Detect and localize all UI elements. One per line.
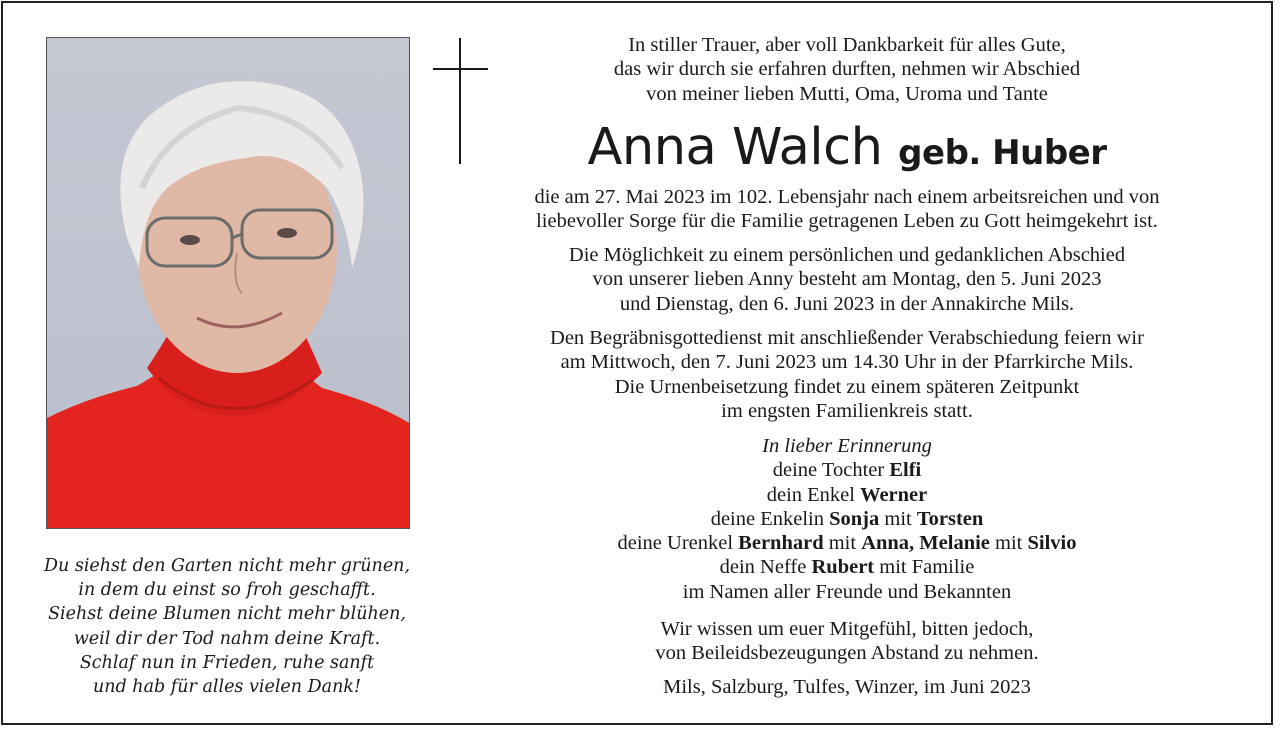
paragraph-line: liebevoller Sorge für die Familie getragenen Leben zu Gott heimgekehrt ist. [536, 210, 1158, 233]
mourner-line [476, 507, 1218, 531]
death-paragraph [476, 185, 1218, 234]
paragraph-line: Die Urnenbeisetzung findet zu einem späteren Zeitpunkt [614, 375, 1080, 398]
mourner-name: Torsten [916, 507, 984, 530]
place-date: Mils, Salzburg, Tulfes, Winzer, im Juni 2023 [663, 676, 1031, 698]
paragraph-line: Die Möglichkeit zu einem persönlichen und gedanklichen Abschied [568, 244, 1126, 266]
farewell-paragraph [476, 243, 1218, 316]
birth-name: geb. Huber [898, 133, 1107, 173]
poem-line: Siehst deine Blumen nicht mehr blühen, [48, 604, 406, 625]
full-name: Anna Walch [587, 118, 883, 177]
poem-line: Du siehst den Garten nicht mehr grünen, [43, 556, 411, 576]
connector: mit Familie [874, 556, 975, 579]
mourner-name: Silvio [1027, 532, 1077, 555]
relation: deine Enkelin [710, 507, 830, 530]
mourner-line [476, 483, 1218, 507]
paragraph-line: von unserer lieben Anny besteht am Montag, den 5. Juni 2023 [592, 268, 1102, 291]
paragraph-line: im engsten Familienkreis statt. [721, 399, 973, 422]
paragraph-line: Den Begräbnisgottedienst mit anschließender Verabschiedung feiern wir [550, 327, 1144, 349]
poem-line: weil dir der Tod nahm deine Kraft. [73, 628, 381, 649]
mourner-line [476, 531, 1218, 555]
paragraph-line: Wir wissen um euer Mitgefühl, bitten jedoch, [660, 618, 1034, 640]
relation: dein Neffe [719, 556, 812, 579]
intro-line: In stiller Trauer, aber voll Dankbarkeit für alles Gute, [628, 34, 1066, 56]
connector: mit [879, 507, 917, 530]
paragraph-line: am Mittwoch, den 7. Juni 2023 um 14.30 Uhr in der Pfarrkirche Mils. [560, 351, 1134, 374]
mourner-name: Bernhard [738, 532, 824, 555]
mourner-name: Anna, Melanie [861, 532, 990, 555]
poem [20, 554, 434, 699]
mourner-name: Werner [860, 483, 928, 506]
mourner-name: Sonja [829, 507, 880, 530]
relation: deine Urenkel [617, 532, 739, 555]
intro-text [476, 33, 1218, 106]
relation: deine Tochter [772, 459, 890, 482]
intro-line: von meiner lieben Mutti, Oma, Uroma und Tante [646, 82, 1048, 105]
mourner-name: Elfi [889, 459, 922, 482]
relation: dein Enkel [766, 483, 861, 506]
mourner-line [476, 555, 1218, 579]
poem-line: Schlaf nun in Frieden, ruhe sanft [79, 652, 375, 673]
paragraph-line: und Dienstag, den 6. Juni 2023 in der Annakirche Mils. [619, 292, 1075, 315]
mourner-line [476, 458, 1218, 482]
intro-line: das wir durch sie erfahren durften, nehmen wir Abschied [613, 58, 1081, 81]
friends-line: im Namen aller Freunde und Bekannten [682, 580, 1012, 603]
condolence-note [476, 617, 1218, 666]
mourner-name: Rubert [811, 556, 875, 579]
paragraph-line: die am 27. Mai 2023 im 102. Lebensjahr nach einem arbeitsreichen und von [534, 186, 1160, 208]
portrait-photo [46, 37, 410, 529]
remembrance-heading: In lieber Erinnerung [762, 435, 932, 457]
poem-line: und hab für alles vielen Dank! [93, 677, 361, 698]
poem-line: in dem du einst so froh geschafft. [78, 580, 376, 601]
connector: mit [823, 532, 862, 555]
deceased-name [476, 118, 1218, 183]
connector: mit [989, 532, 1028, 555]
mourners-list [476, 434, 1218, 604]
paragraph-line: von Beileidsbezeugungen Abstand zu nehmen. [655, 642, 1039, 665]
service-paragraph [476, 326, 1218, 423]
cross-icon [459, 38, 461, 164]
